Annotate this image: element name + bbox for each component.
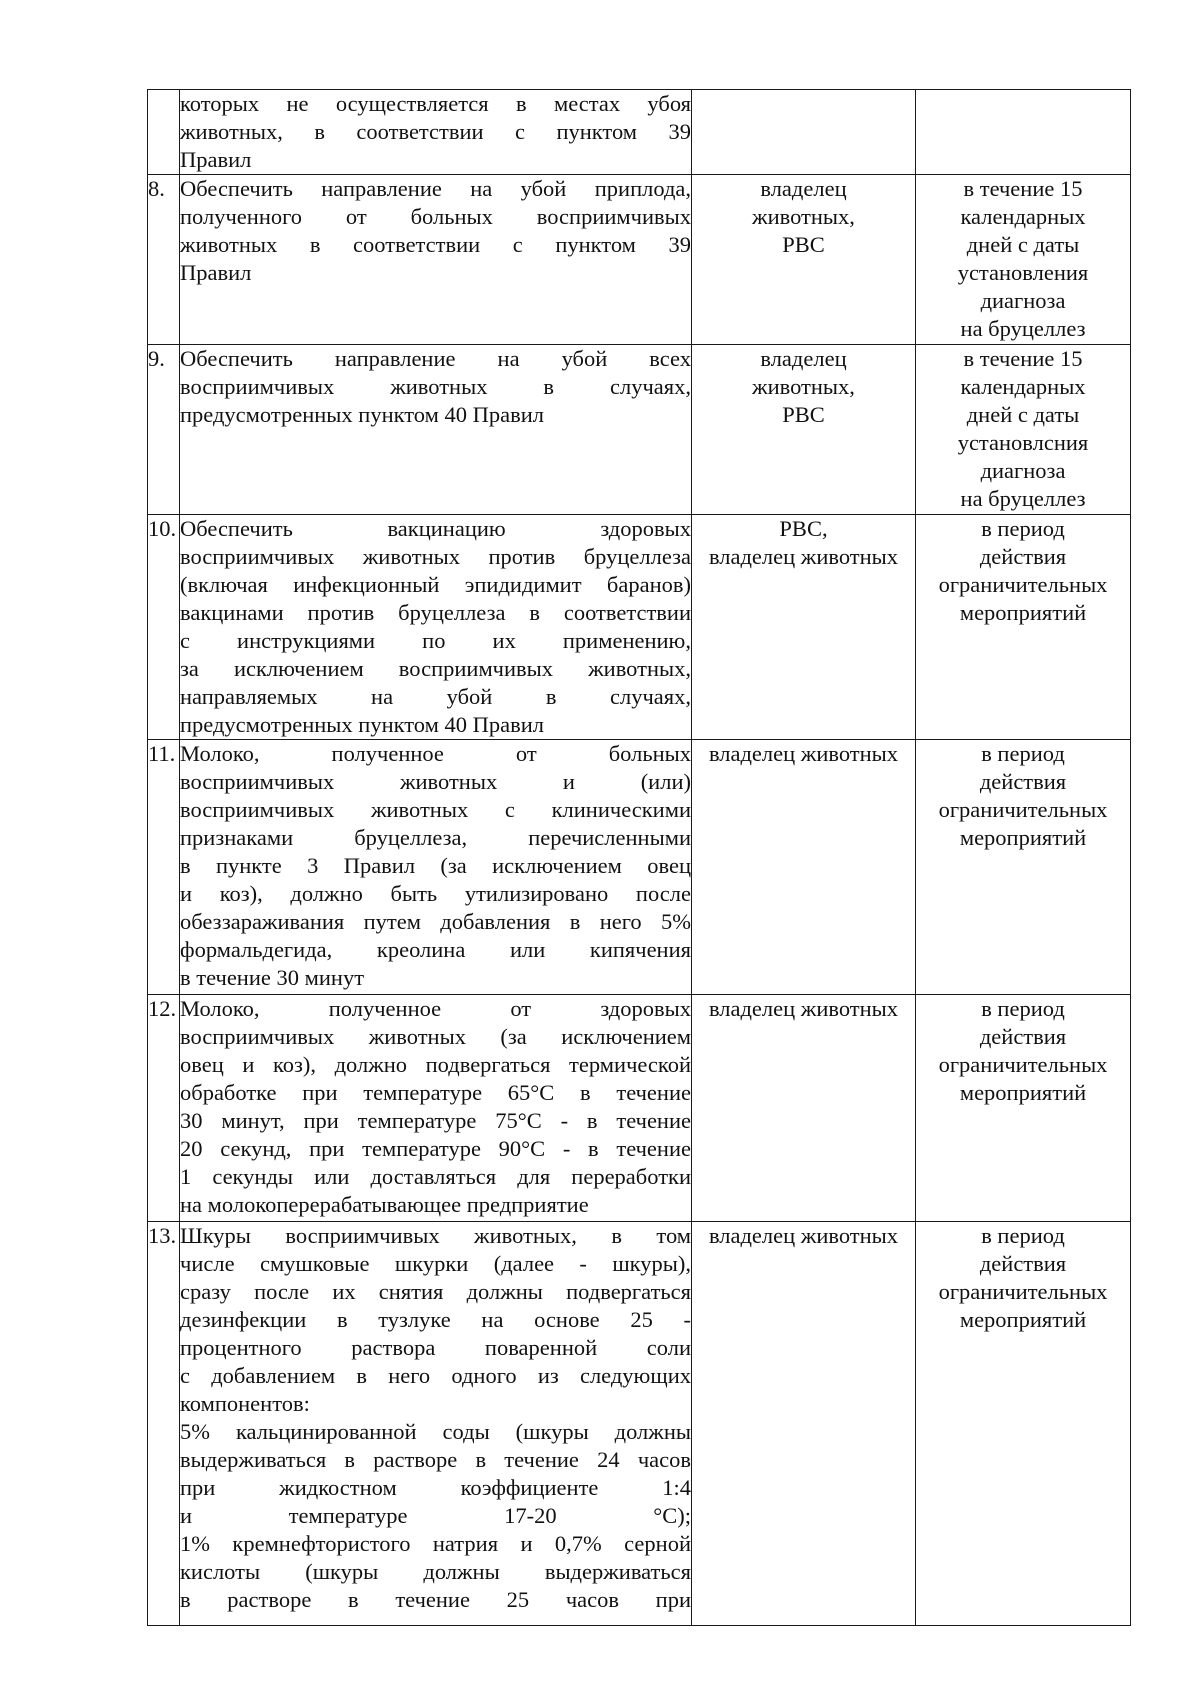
text-line: установлсния xyxy=(957,430,1089,455)
text-line: в пункте 3 Правил (за исключением овец xyxy=(180,853,691,878)
text-line: Обеспечить вакцинацию здоровых xyxy=(180,516,691,541)
table-row xyxy=(148,740,1131,995)
text-line: овец и коз), должно подвергаться термической xyxy=(180,1052,691,1077)
text-line: восприимчивых животных с клиническими xyxy=(180,797,691,822)
text-line: 20 секунд, при температуре 90°С - в течение xyxy=(180,1136,691,1161)
text-line: Молоко, полученное от здоровых xyxy=(180,996,691,1021)
text-line: восприимчивых животных (за исключением xyxy=(180,1024,691,1049)
text-line: в период xyxy=(981,516,1065,541)
text-line: животных, xyxy=(752,374,855,399)
text-line: направляемых на убой в случаях, xyxy=(180,684,691,709)
measure-description xyxy=(180,515,692,740)
text-line: предусмотренных пунктом 40 Правил xyxy=(180,712,544,737)
text-line: формальдегида, креолина или кипячения xyxy=(180,937,691,962)
table-row xyxy=(148,995,1131,1222)
text-line: владелец животных xyxy=(708,1223,899,1248)
text-line: действия xyxy=(979,769,1067,794)
row-number: 8. xyxy=(148,175,180,345)
execution-term xyxy=(916,345,1131,515)
responsible-party xyxy=(692,995,916,1222)
measure-description xyxy=(180,90,692,175)
text-line: мероприятий xyxy=(959,600,1087,625)
text-line: диагноза xyxy=(980,458,1066,483)
text-line: ограничительных xyxy=(938,572,1108,597)
text-line: владелец животных xyxy=(708,996,899,1021)
measure-description xyxy=(180,345,692,515)
text-line: Обеспечить направление на убой всех xyxy=(180,346,691,371)
text-line: животных, xyxy=(752,204,855,229)
measures-table-body xyxy=(148,90,1131,1626)
text-line: процентного раствора поваренной соли xyxy=(180,1335,691,1360)
text-line: и температуре 17-20 °С); xyxy=(180,1503,691,1528)
responsible-party xyxy=(692,515,916,740)
table-row xyxy=(148,90,1131,175)
text-line: с добавлением в него одного из следующих xyxy=(180,1363,691,1388)
row-number: 13. xyxy=(148,1222,180,1626)
text-line: (включая инфекционный эпидидимит баранов) xyxy=(180,572,691,597)
text-line: действия xyxy=(979,544,1067,569)
text-line: установления xyxy=(957,260,1089,285)
text-line: Правил xyxy=(180,147,252,172)
text-line: в растворе в течение 25 часов при xyxy=(180,1587,691,1612)
text-line: мероприятий xyxy=(959,1080,1087,1105)
execution-term xyxy=(916,1222,1131,1626)
text-line: которых не осуществляется в местах убоя xyxy=(180,91,691,116)
text-line: на молокоперерабатывающее предприятие xyxy=(180,1192,589,1217)
execution-term xyxy=(916,515,1131,740)
text-line: календарных xyxy=(960,204,1086,229)
text-line: диагноза xyxy=(980,288,1066,313)
execution-term xyxy=(916,175,1131,345)
text-line: в течение 15 xyxy=(963,346,1083,371)
text-line: обработке при температуре 65°С в течение xyxy=(180,1080,691,1105)
text-line: на бруцеллез xyxy=(960,486,1086,511)
responsible-party xyxy=(692,740,916,995)
execution-term xyxy=(916,995,1131,1222)
text-line: восприимчивых животных против бруцеллеза xyxy=(180,544,691,569)
text-line: 1% кремнефтористого натрия и 0,7% серной xyxy=(180,1531,691,1556)
text-line: с инструкциями по их применению, xyxy=(180,628,691,653)
measures-table xyxy=(147,89,1131,1626)
text-line: кислоты (шкуры должны выдерживаться xyxy=(180,1559,691,1584)
table-row xyxy=(148,515,1131,740)
text-line: на бруцеллез xyxy=(960,316,1086,341)
measure-description xyxy=(180,740,692,995)
measure-description xyxy=(180,175,692,345)
text-line: сразу после их снятия должны подвергаться xyxy=(180,1279,691,1304)
text-line: Молоко, полученное от больных xyxy=(180,741,691,766)
text-line: при жидкостном коэффициенте 1:4 xyxy=(180,1475,691,1500)
text-line: восприимчивых животных и (или) xyxy=(180,769,691,794)
text-line: РВС, xyxy=(779,516,828,541)
text-line: ограничительных xyxy=(938,797,1108,822)
text-line: восприимчивых животных в случаях, xyxy=(180,374,691,399)
text-line: Правил xyxy=(180,260,252,285)
responsible-party xyxy=(692,1222,916,1626)
text-line: действия xyxy=(979,1251,1067,1276)
text-line: в период xyxy=(981,741,1065,766)
row-number: 10. xyxy=(148,515,180,740)
row-number: 9. xyxy=(148,345,180,515)
text-line: в течение 30 минут xyxy=(180,965,365,990)
text-line: календарных xyxy=(960,374,1086,399)
text-line: дезинфекции в тузлуке на основе 25 - xyxy=(180,1307,691,1332)
text-line: действия xyxy=(979,1024,1067,1049)
measure-description xyxy=(180,995,692,1222)
table-row xyxy=(148,175,1131,345)
text-line: животных в соответствии с пунктом 39 xyxy=(180,232,691,257)
text-line: владелец xyxy=(760,176,847,201)
text-line: в период xyxy=(981,996,1065,1021)
text-line: и коз), должно быть утилизировано после xyxy=(180,881,691,906)
text-line: дней с даты xyxy=(966,232,1080,257)
execution-term xyxy=(916,740,1131,995)
responsible-party xyxy=(692,90,916,175)
text-line: 5% кальцинированной соды (шкуры должны xyxy=(180,1419,691,1444)
text-line: 1 секунды или доставляться для переработки xyxy=(180,1164,691,1189)
text-line: ограничительных xyxy=(938,1052,1108,1077)
text-line: РВС xyxy=(782,232,825,257)
text-line: Обеспечить направление на убой приплода, xyxy=(180,176,691,201)
text-line: животных, в соответствии с пунктом 39 xyxy=(180,119,691,144)
row-number: 12. xyxy=(148,995,180,1222)
row-number: 11. xyxy=(148,740,180,995)
text-line: вакцинами против бруцеллеза в соответствии xyxy=(180,600,691,625)
text-line: предусмотренных пунктом 40 Правил xyxy=(180,402,544,427)
table-row xyxy=(148,345,1131,515)
row-number xyxy=(148,90,180,175)
text-line: компонентов: xyxy=(180,1391,310,1416)
text-line: признаками бруцеллеза, перечисленными xyxy=(180,825,691,850)
text-line: ограничительных xyxy=(938,1279,1108,1304)
table-row xyxy=(148,1222,1131,1626)
responsible-party xyxy=(692,345,916,515)
text-line: в период xyxy=(981,1223,1065,1248)
responsible-party xyxy=(692,175,916,345)
text-line: мероприятий xyxy=(959,825,1087,850)
text-line: владелец животных xyxy=(708,741,899,766)
text-line: владелец животных xyxy=(708,544,899,569)
text-line: мероприятий xyxy=(959,1307,1087,1332)
text-line: полученного от больных восприимчивых xyxy=(180,204,691,229)
text-line: дней с даты xyxy=(966,402,1080,427)
text-line: РВС xyxy=(782,402,825,427)
text-line: обеззараживания путем добавления в него 5% xyxy=(180,909,691,934)
execution-term xyxy=(916,90,1131,175)
text-line: Шкуры восприимчивых животных, в том xyxy=(180,1223,691,1248)
measure-description xyxy=(180,1222,692,1626)
text-line: владелец xyxy=(760,346,847,371)
text-line: за исключением восприимчивых животных, xyxy=(180,656,691,681)
text-line: в течение 15 xyxy=(963,176,1083,201)
text-line: 30 минут, при температуре 75°С - в течение xyxy=(180,1108,691,1133)
text-line: числе смушковые шкурки (далее - шкуры), xyxy=(180,1251,691,1276)
text-line: выдерживаться в растворе в течение 24 часов xyxy=(180,1447,691,1472)
